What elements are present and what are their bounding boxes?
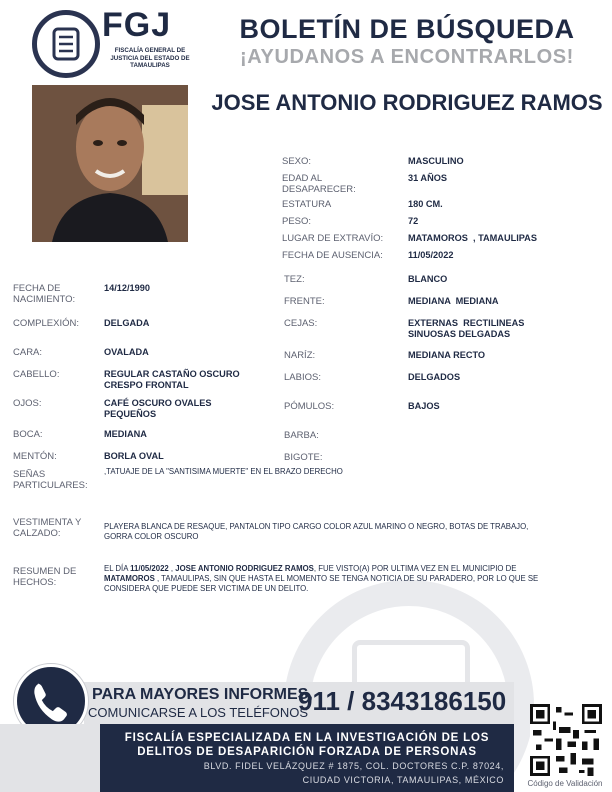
logo-subtitle: FISCALÍA GENERAL DE JUSTICIA DEL ESTADO DE TAMAULIPAS <box>110 47 190 69</box>
agency-line-1: FISCALÍA ESPECIALIZADA EN LA INVESTIGACIÓN DE LOS <box>124 732 490 744</box>
field-value-labios: DELGADOS <box>408 372 461 382</box>
field-label-tez: TEZ: <box>284 274 305 285</box>
field-label-vestimenta: VESTIMENTA Y CALZADO: <box>13 517 82 539</box>
address-line-1: BLVD. FIDEL VELÁZQUEZ # 1875, COL. DOCTORES C.P. 87024, <box>203 761 504 771</box>
bulletin-title: BOLETÍN DE BÚSQUEDA <box>239 14 575 44</box>
bulletin-subtitle: ¡AYUDANOS A ENCONTRARLOS! <box>240 46 574 68</box>
missing-person-photo <box>32 85 188 242</box>
field-value-cejas: EXTERNAS RECTILINEAS SINUOSAS DELGADAS <box>408 318 527 339</box>
field-label-frente: FRENTE: <box>284 296 325 307</box>
field-label-lugar: LUGAR DE EXTRAVÍO: <box>282 233 384 244</box>
field-label-pomulos: PÓMULOS: <box>284 401 335 412</box>
field-value-estatura: 180 CM. <box>408 199 443 209</box>
field-value-pomulos: BAJOS <box>408 401 440 411</box>
field-value-complexion: DELGADA <box>104 318 150 328</box>
field-value-ojos: CAFÉ OSCURO OVALES PEQUEÑOS <box>104 398 212 419</box>
person-name: JOSE ANTONIO RODRIGUEZ RAMOS <box>211 90 603 115</box>
field-label-labios: LABIOS: <box>284 372 321 383</box>
field-label-sexo: SEXO: <box>282 156 312 167</box>
field-value-senas: ,TATUAJE DE LA "SANTISIMA MUERTE" EN EL BRAZO DERECHO <box>104 467 343 476</box>
field-value-cara: OVALADA <box>104 347 149 357</box>
field-label-ojos: OJOS: <box>13 398 42 409</box>
field-value-cabello: REGULAR CASTAÑO OSCURO CRESPO FRONTAL <box>104 369 240 390</box>
info-line-1: PARA MAYORES INFORMES, <box>92 686 313 703</box>
resumen-text-1: EL DÍA <box>104 564 131 573</box>
field-label-menton: MENTÓN: <box>13 451 57 462</box>
resumen-text-4: , TAMAULIPAS, SIN QUE HASTA EL MOMENTO SE TENGA NOTICIA DE SU PARADERO, POR LO QUE SE CONSIDERA QUE PUEDE SER VICTIMA DE UN DELITO. <box>104 574 539 593</box>
field-value-boca: MEDIANA <box>104 429 147 439</box>
field-value-frente: MEDIANA MEDIANA <box>408 296 499 306</box>
field-value-lugar: MATAMOROS , TAMAULIPAS <box>408 233 537 243</box>
resumen-place: MATAMOROS <box>104 574 155 583</box>
field-label-peso: PESO: <box>282 216 312 227</box>
field-value-menton: BORLA OVAL <box>104 451 164 461</box>
field-value-sexo: MASCULINO <box>408 156 464 166</box>
agency-line-2: DELITOS DE DESAPARICIÓN FORZADA DE PERSONAS <box>137 746 477 758</box>
field-value-peso: 72 <box>408 216 419 226</box>
field-label-fecha-ausencia: FECHA DE AUSENCIA: <box>282 250 383 261</box>
resumen-name: JOSE ANTONIO RODRIGUEZ RAMOS <box>175 564 314 573</box>
field-label-bigote: BIGOTE: <box>284 452 323 463</box>
fgj-logo-seal <box>32 10 100 78</box>
field-label-estatura: ESTATURA <box>282 199 332 210</box>
field-label-senas: SEÑAS PARTICULARES: <box>13 469 88 491</box>
field-label-barba: BARBA: <box>284 430 319 441</box>
address-line-2: CIUDAD VICTORIA, TAMAULIPAS, MÉXICO <box>302 775 504 785</box>
info-line-2: COMUNICARSE A LOS TELÉFONOS <box>88 705 309 720</box>
field-value-nacimiento: 14/12/1990 <box>104 283 150 293</box>
resumen-text-2: , <box>168 564 176 573</box>
field-label-nariz: NARÍZ: <box>284 350 316 361</box>
field-value-resumen <box>104 564 564 594</box>
field-value-edad: 31 AÑOS <box>408 173 447 183</box>
field-label-nacimiento: FECHA DE NACIMIENTO: <box>13 283 76 305</box>
field-value-tez: BLANCO <box>408 274 448 284</box>
field-value-vestimenta: PLAYERA BLANCA DE RESAQUE, PANTALON TIPO CARGO COLOR AZUL MARINO O NEGRO, BOTAS DE TRABAJO, GORRA COLOR OSCURO <box>104 522 529 541</box>
qr-caption: Código de Validación <box>527 779 603 788</box>
logo-text: FGJ <box>102 6 172 44</box>
field-label-cara: CARA: <box>13 347 43 358</box>
resumen-text-3: , FUE VISTO(A) POR ULTIMA VEZ EN EL MUNICIPIO DE <box>313 564 517 573</box>
field-label-resumen: RESUMEN DE HECHOS: <box>13 566 77 588</box>
field-value-fecha-ausencia: 11/05/2022 <box>408 250 454 260</box>
qr-code[interactable] <box>530 704 602 776</box>
footer-gray-strip <box>0 724 100 792</box>
field-value-nariz: MEDIANA RECTO <box>408 350 486 360</box>
field-label-complexion: COMPLEXIÓN: <box>13 318 79 329</box>
field-label-cabello: CABELLO: <box>13 369 60 380</box>
resumen-date: 11/05/2022 <box>130 564 169 573</box>
field-label-cejas: CEJAS: <box>284 318 318 329</box>
phone-number[interactable]: 911 / 8343186150 <box>298 686 507 716</box>
field-label-boca: BOCA: <box>13 429 43 440</box>
field-label-edad: EDAD AL DESAPARECER: <box>282 173 356 195</box>
